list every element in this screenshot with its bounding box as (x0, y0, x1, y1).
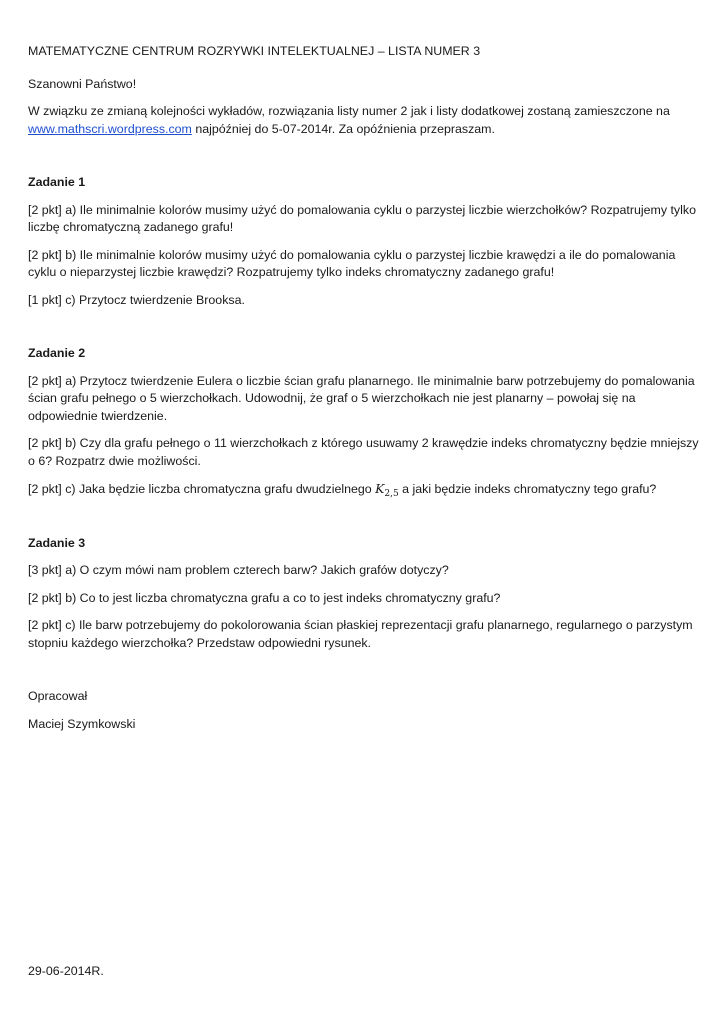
intro-paragraph (28, 103, 700, 138)
blog-link[interactable]: www.mathscri.wordpress.com (28, 121, 192, 136)
task-item: [2 pkt] b) Ile minimalnie kolorów musimy użyć do pomalowania cyklu o parzystej liczbie krawędzi a ile do pomalowania cyklu o nieparzystej liczbie krawędzi? Rozpatrujemy tylko indeks chromatyczny zadanego grafu! (28, 247, 676, 279)
intro-text-before: W związku ze zmianą kolejności wykładów, rozwiązania listy numer 2 jak i listy dodatkowej zostaną zamieszczone na (28, 104, 670, 118)
task-heading: Zadanie 2 (28, 346, 86, 360)
author-label: Opracował (28, 689, 88, 703)
greeting: Szanowni Państwo! (28, 76, 137, 91)
math-symbol: K (375, 481, 385, 496)
task-item: [2 pkt] b) Czy dla grafu pełnego o 11 wierzchołkach z którego usuwamy 2 krawędzie indeks chromatyczny będzie mniejszy o 6? Rozpatrz dwie możliwości. (28, 436, 699, 468)
task-item: [2 pkt] c) Ile barw potrzebujemy do pokolorowania ścian płaskiej reprezentacji grafu planarnego, regularnego o parzystym stopniu każdego wierzchołka? Przedstaw odpowiedni rysunek. (28, 618, 693, 650)
task-item-text-before: [2 pkt] c) Jaka będzie liczba chromatyczna grafu dwudzielnego (28, 482, 376, 496)
author-name: Maciej Szymkowski (28, 716, 136, 731)
document-date: 29-06-2014R. (28, 964, 104, 978)
task-item-text-after: a jaki będzie indeks chromatyczny tego grafu? (398, 482, 657, 496)
task-item: [2 pkt] a) Przytocz twierdzenie Eulera o liczbie ścian grafu planarnego. Ile minimalnie barw potrzebujemy do pomalowania ścian grafu pełnego o 5 wierzchołkach. Udowodnij, że graf o 5 wierzchołkach nie jest planarny – powołaj się na odpowiednie twierdzenie. (28, 373, 695, 423)
task-item: [3 pkt] a) O czym mówi nam problem czterech barw? Jakich grafów dotyczy? (28, 563, 449, 577)
document-title: MATEMATYCZNE CENTRUM ROZRYWKI INTELEKTUALNEJ – LISTA NUMER 3 (28, 44, 481, 58)
task-item: [1 pkt] c) Przytocz twierdzenie Brooksa. (28, 292, 245, 307)
task-heading: Zadanie 1 (28, 175, 86, 189)
math-symbol-k25 (375, 481, 399, 499)
task-2 (28, 345, 700, 499)
intro-text-after: najpóźniej do 5-07-2014r. Za opóźnienia przepraszam. (191, 121, 495, 136)
math-subscript: 2,5 (384, 489, 399, 499)
task-item (28, 480, 700, 499)
task-item: [2 pkt] b) Co to jest liczba chromatyczna grafu a co to jest indeks chromatyczny grafu? (28, 590, 501, 605)
task-item: [2 pkt] a) Ile minimalnie kolorów musimy użyć do pomalowania cyklu o parzystej liczbie wierzchołków? Rozpatrujemy tylko liczbę chromatyczną zadanego grafu! (28, 202, 696, 234)
document-page (28, 43, 700, 733)
task-1 (28, 174, 700, 309)
task-heading: Zadanie 3 (28, 535, 86, 550)
task-3 (28, 535, 700, 653)
